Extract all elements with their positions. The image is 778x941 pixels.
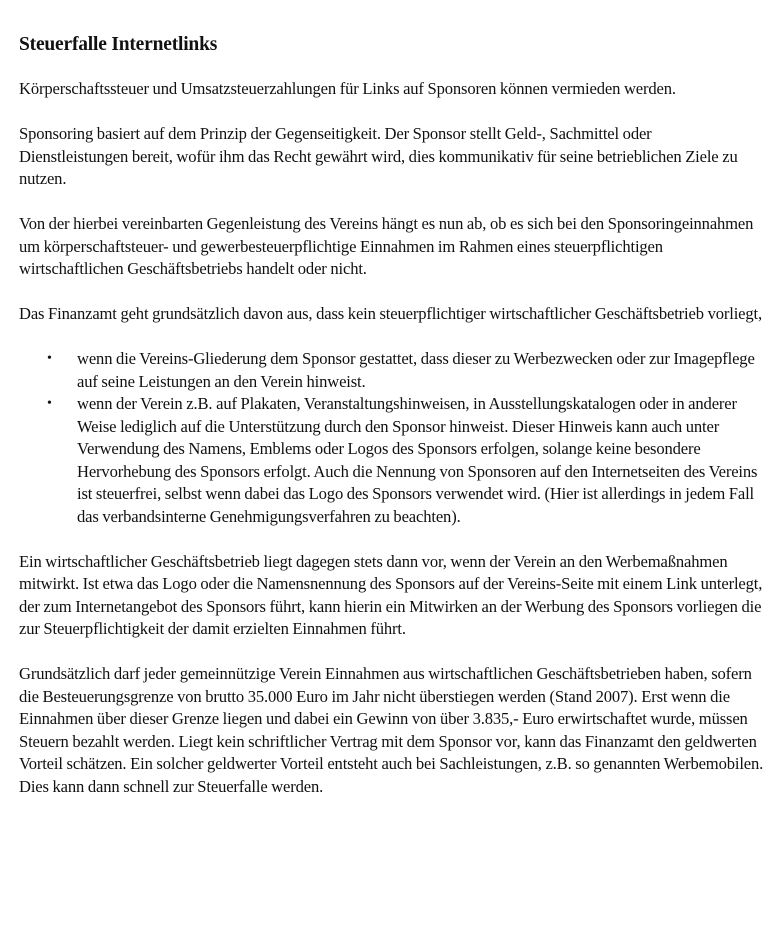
list-item-text: wenn die Vereins-Gliederung dem Sponsor gestattet, dass dieser zu Werbezwecken oder zur Imagepflege auf seine Leistungen an den Verein hinweist. bbox=[77, 349, 755, 391]
bullet-icon: • bbox=[47, 396, 52, 411]
sponsoring-definition-paragraph: Sponsoring basiert auf dem Prinzip der Gegenseitigkeit. Der Sponsor stellt Geld-, Sachmittel oder Dienstleistungen bereit, wofür ihm das Recht gewährt wird, dies kommunikativ für seine betrieblichen Ziele zu nutzen. bbox=[19, 124, 738, 188]
list-item bbox=[19, 348, 764, 393]
document-page bbox=[19, 33, 764, 821]
conditions-list bbox=[19, 348, 764, 528]
counter-performance-paragraph: Von der hierbei vereinbarten Gegenleistung des Vereins hängt es nun ab, ob es sich bei den Sponsoringeinnahmen um körperschaftsteuer- und gewerbesteuerpflichtige Einnahmen im Rahmen eines steuerpflichtigen wirtschaftlichen Geschäftsbetriebs handelt oder nicht. bbox=[19, 214, 754, 278]
list-item bbox=[19, 393, 764, 528]
intro-paragraph: Körperschaftssteuer und Umsatzsteuerzahlungen für Links auf Sponsoren können vermieden werden. bbox=[19, 79, 676, 98]
bullet-icon: • bbox=[47, 351, 52, 366]
tax-office-assumption-paragraph: Das Finanzamt geht grundsätzlich davon aus, dass kein steuerpflichtiger wirtschaftlicher Geschäftsbetrieb vorliegt, bbox=[19, 304, 762, 323]
tax-threshold-paragraph: Grundsätzlich darf jeder gemeinnützige Verein Einnahmen aus wirtschaftlichen Geschäftsbetrieben haben, sofern die Besteuerungsgrenze von brutto 35.000 Euro im Jahr nicht überstiegen werden (Stand 2007). Erst wenn die Einnahmen über dieser Grenze liegen und dabei ein Gewinn von über 3.835,- Euro erwirtschaftet wurde, müssen Steuern bezahlt werden. Liegt kein schriftlicher Vertrag mit dem Sponsor vor, kann das Finanzamt den geldwerten Vorteil schätzen. Ein solcher geldwerter Vorteil entsteht auch bei Sachleistungen, z.B. so genannten Werbemobilen. Dies kann dann schnell zur Steuerfalle werden. bbox=[19, 664, 764, 796]
business-operation-paragraph: Ein wirtschaftlicher Geschäftsbetrieb liegt dagegen stets dann vor, wenn der Verein an den Werbemaßnahmen mitwirkt. Ist etwa das Logo oder die Namensnennung des Sponsors auf der Vereins-Seite mit einem Link unterlegt, der zum Internetangebot des Sponsors führt, kann hierin ein Mitwirken an der Werbung des Sponsors vorliegen die zur Steuerpflichtigkeit der damit erzielten Einnahmen führt. bbox=[19, 551, 763, 638]
list-item-text: wenn der Verein z.B. auf Plakaten, Veranstaltungshinweisen, in Ausstellungskatalogen oder in anderer Weise lediglich auf die Unterstützung durch den Sponsor hinweist. Dieser Hinweis kann auch unter Verwendung des Namens, Emblems oder Logos des Sponsors erfolgen, solange keine besondere Hervorhebung des Sponsors erfolgt. Auch die Nennung von Sponsoren auf den Internetseiten des Vereins ist steuerfrei, selbst wenn dabei das Logo des Sponsors verwendet wird. (Hier ist allerdings in jedem Fall das verbandsinterne Genehmigungsverfahren zu beachten). bbox=[77, 394, 758, 526]
document-title: Steuerfalle Internetlinks bbox=[19, 34, 218, 55]
